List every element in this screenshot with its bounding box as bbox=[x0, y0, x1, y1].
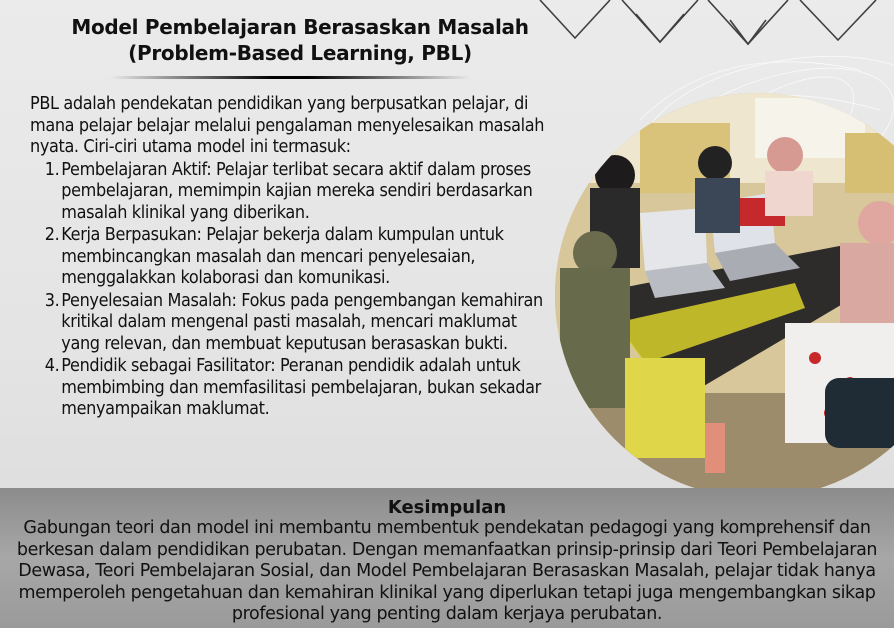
feature-list bbox=[30, 160, 545, 421]
list-item-text: Kerja Berpasukan: Pelajar bekerja dalam kumpulan untuk membincangkan masalah dan mencari penyelesaian, menggalakkan kolaborasi dan komunikasi. bbox=[61, 225, 504, 288]
list-item-number: 4. bbox=[44, 356, 60, 376]
list-item-text: Pembelajaran Aktif: Pelajar terlibat secara aktif dalam proses pembelajaran, memimpin kajian mereka sendiri berdasarkan masalah klinikal yang diberikan. bbox=[61, 159, 533, 223]
list-item-text: Pendidik sebagai Fasilitator: Peranan pendidik adalah untuk membimbing dan memfasilitasi pembelajaran, bukan sekadar menyampaikan maklumat. bbox=[61, 356, 541, 419]
list-item-number: 1. bbox=[44, 159, 60, 180]
list-item bbox=[41, 160, 545, 225]
page-title bbox=[40, 14, 560, 66]
list-item bbox=[41, 356, 545, 421]
list-item-text: Penyelesaian Masalah: Fokus pada pengembangan kemahiran kritikal dalam mengenal pasti masalah, mencari maklumat yang relevan, dan membuat keputusan berasaskan bukti. bbox=[61, 290, 543, 354]
list-item-number: 3. bbox=[44, 290, 60, 311]
main-content bbox=[30, 94, 545, 421]
conclusion-text: Gabungan teori dan model ini membantu membentuk pendekatan pedagogi yang komprehensif dan berkesan dalam pendidikan perubatan. Dengan memanfaatkan prinsip-prinsip dari Teori Pembelajaran Dewasa, Teori Pembelajaran Sosial, dan Model Pembelajaran Berasaskan Masalah, pelajar tidak hanya memperoleh pengetahuan dan kemahiran klinikal yang diperlukan tetapi juga mengembangkan sikap profesional yang penting dalam kerjaya perubatan. bbox=[16, 518, 878, 624]
title-line-1: Model Pembelajaran Berasaskan Masalah bbox=[71, 15, 529, 39]
classroom-photo bbox=[555, 93, 894, 498]
conclusion-title: Kesimpulan bbox=[387, 497, 507, 518]
title-line-2: (Problem-Based Learning, PBL) bbox=[128, 41, 472, 65]
list-item-number: 2. bbox=[44, 225, 60, 245]
list-item bbox=[41, 225, 545, 290]
classroom-photo-illustration bbox=[555, 93, 894, 498]
title-underline bbox=[110, 76, 470, 79]
list-item bbox=[41, 291, 545, 356]
intro-paragraph: PBL adalah pendekatan pendidikan yang berpusatkan pelajar, di mana pelajar belajar melalui pengalaman menyelesaikan masalah nyata. Ciri-ciri utama model ini termasuk: bbox=[30, 94, 545, 157]
